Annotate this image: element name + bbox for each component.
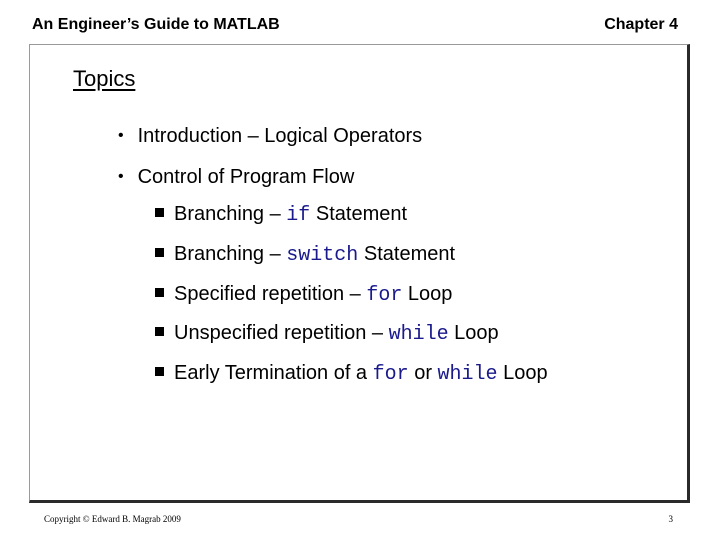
- content-frame: [29, 44, 690, 503]
- sub-bullet-unspecified-repetition: [155, 322, 499, 346]
- chapter-label: Chapter 4: [604, 16, 678, 33]
- sub-bullet-branching-if: [155, 203, 407, 227]
- sub-bullet-text: Branching –: [174, 243, 287, 265]
- sub-bullet-text: Specified repetition –: [174, 283, 367, 305]
- bullet-text: Introduction – Logical Operators: [137, 125, 423, 147]
- sub-bullet-text: Branching –: [174, 203, 287, 225]
- copyright-notice: Copyright © Edward B. Magrab 2009: [44, 514, 181, 524]
- bullet-dot-icon: •: [118, 127, 124, 144]
- sub-bullet-text: Loop: [448, 322, 499, 344]
- bullet-text: Control of Program Flow: [137, 166, 355, 188]
- square-bullet-icon: [155, 248, 164, 257]
- sub-bullet-text: Statement: [310, 203, 408, 225]
- code-keyword: while: [388, 323, 449, 346]
- bullet-introduction: [118, 125, 422, 148]
- code-keyword: switch: [286, 244, 359, 267]
- sub-bullet-text: or: [408, 362, 438, 384]
- sub-bullet-text: Loop: [497, 362, 548, 384]
- bullet-dot-icon: •: [118, 168, 124, 185]
- code-keyword: for: [372, 363, 409, 386]
- sub-bullet-text: Loop: [402, 283, 453, 305]
- sub-bullet-early-termination: [155, 362, 548, 386]
- code-keyword: if: [286, 204, 311, 227]
- page-number: 3: [668, 514, 673, 524]
- square-bullet-icon: [155, 327, 164, 336]
- square-bullet-icon: [155, 288, 164, 297]
- code-keyword: while: [437, 363, 498, 386]
- book-title: An Engineer’s Guide to MATLAB: [32, 16, 280, 33]
- bullet-control-flow: [118, 166, 354, 189]
- code-keyword: for: [366, 284, 403, 307]
- topics-heading: Topics: [73, 66, 136, 91]
- sub-bullet-branching-switch: [155, 243, 455, 267]
- sub-bullet-text: Early Termination of a: [174, 362, 373, 384]
- square-bullet-icon: [155, 208, 164, 217]
- sub-bullet-text: Unspecified repetition –: [174, 322, 389, 344]
- square-bullet-icon: [155, 367, 164, 376]
- sub-bullet-text: Statement: [358, 243, 456, 265]
- sub-bullet-specified-repetition: [155, 283, 452, 307]
